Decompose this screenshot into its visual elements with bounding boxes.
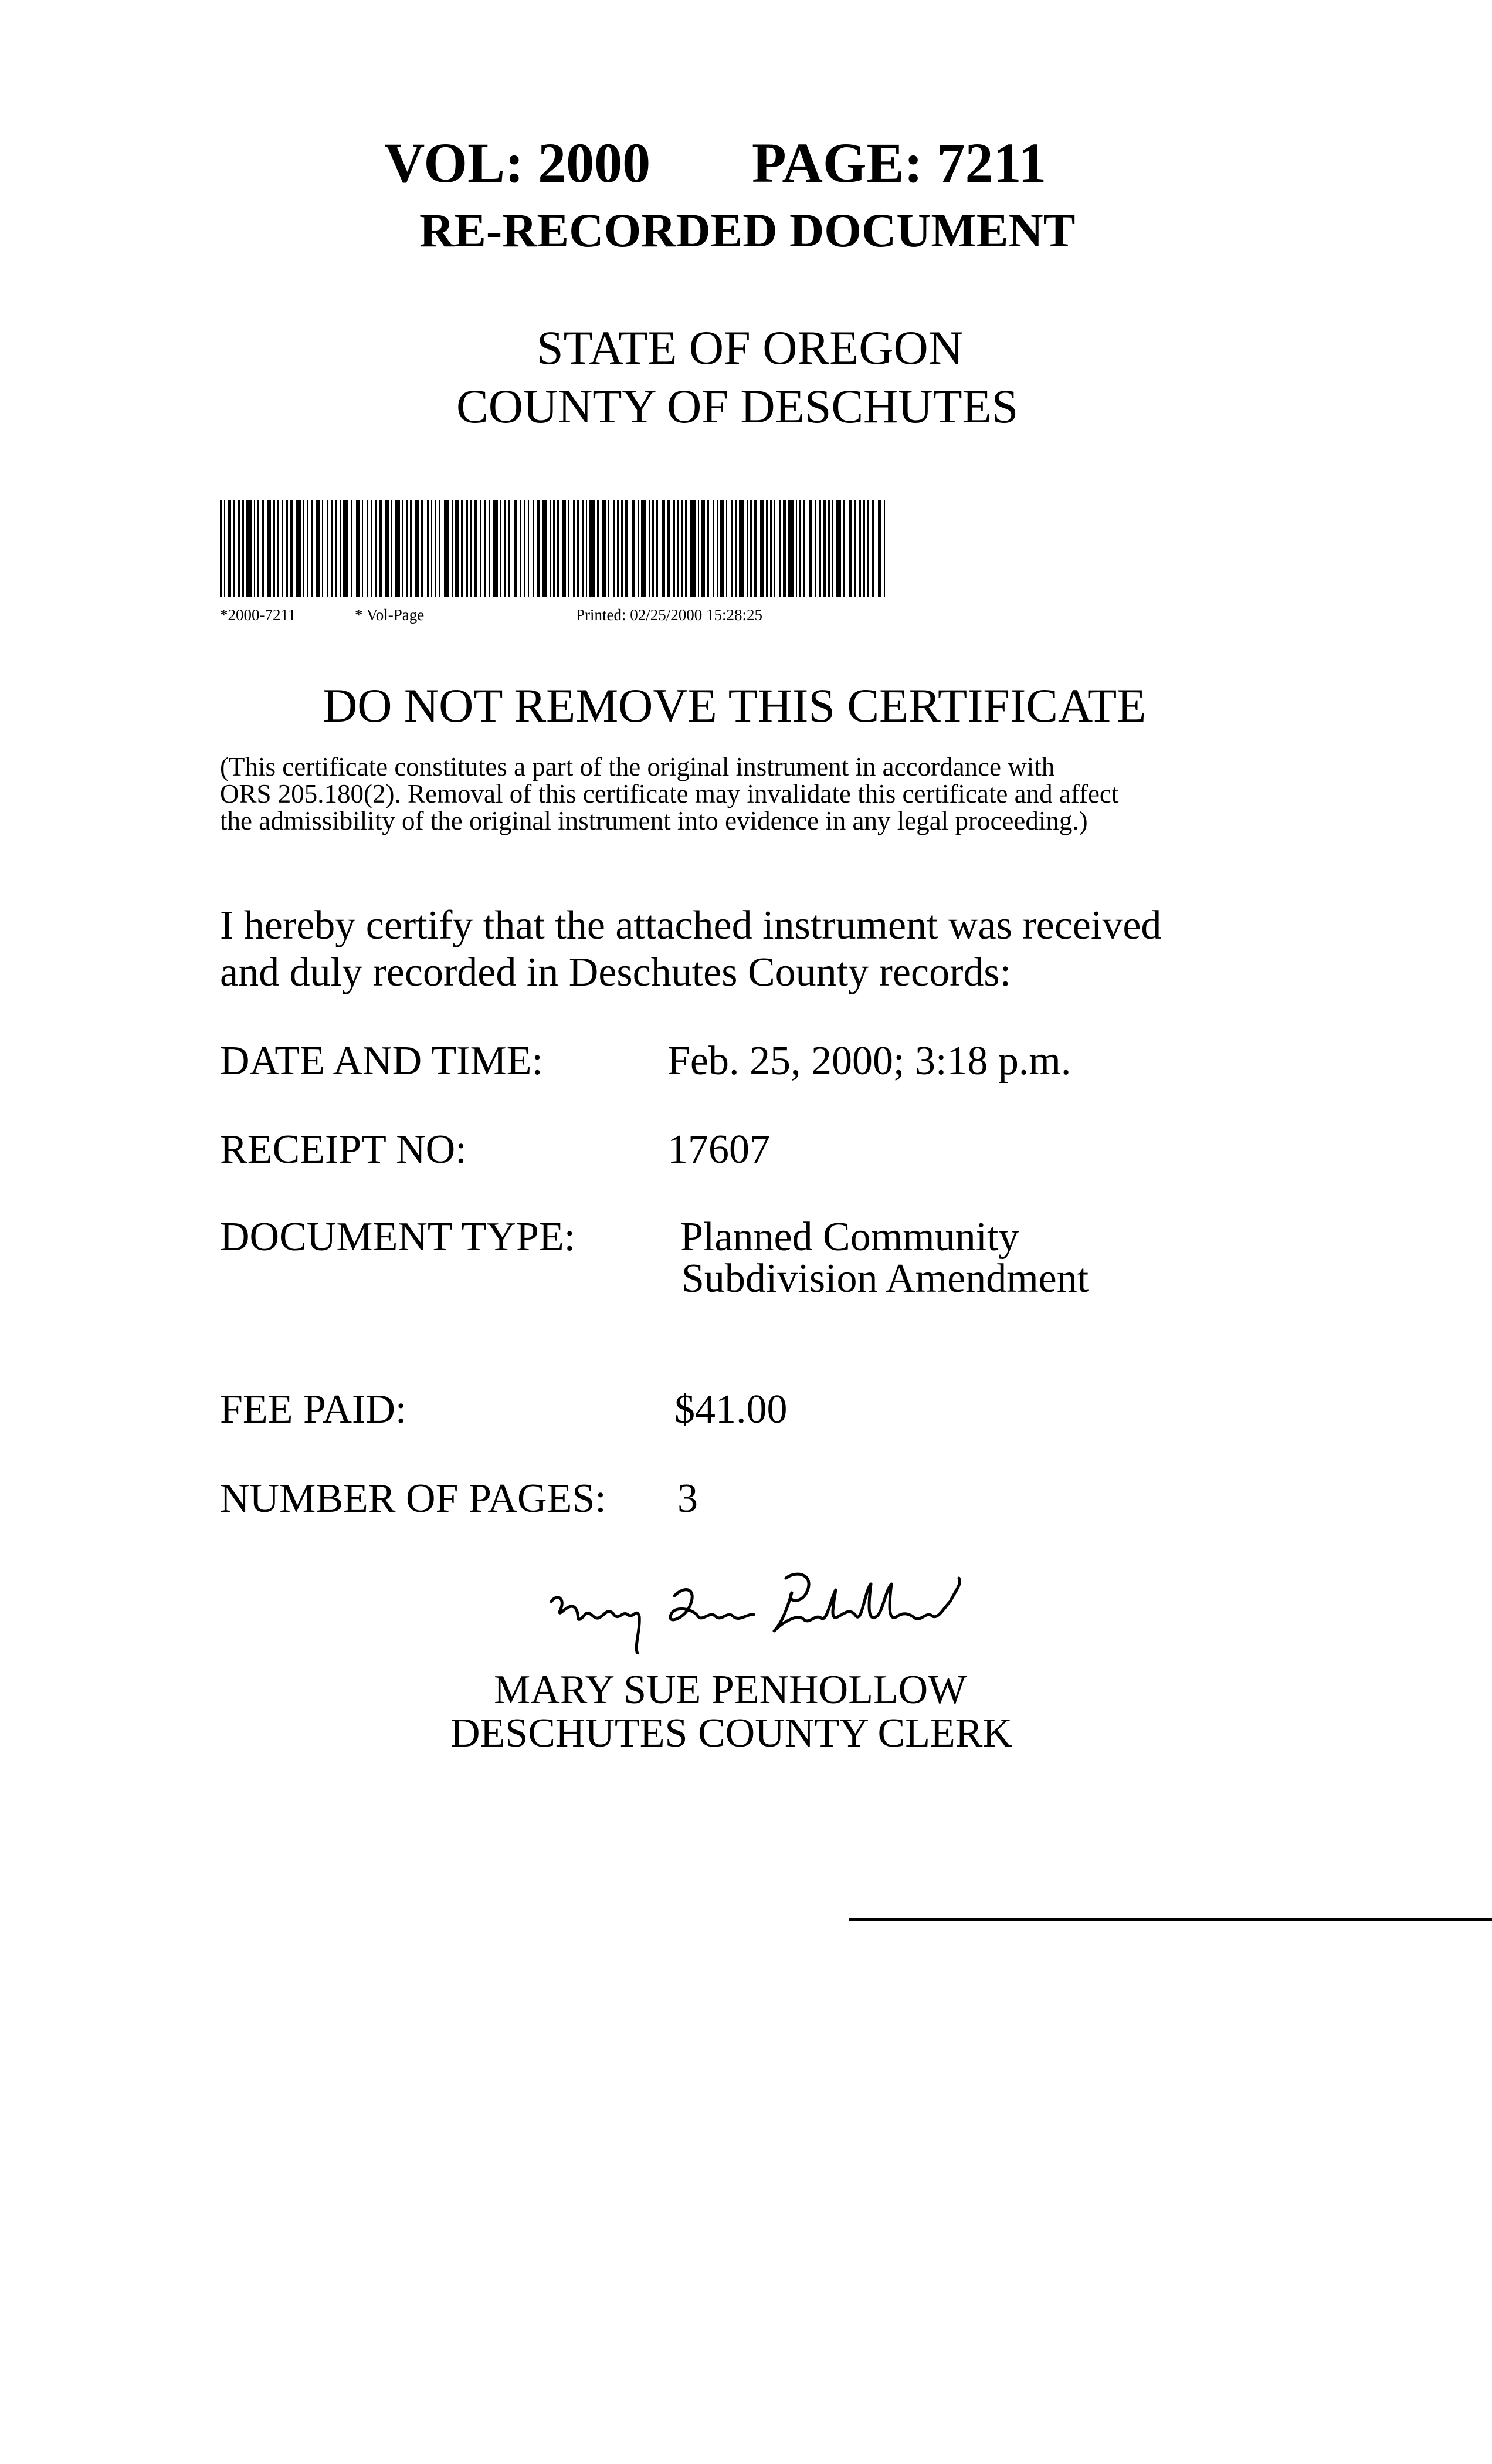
document-type-value: Planned Community [680, 1214, 1019, 1260]
certification-line: I hereby certify that the attached instrument was received [220, 903, 1162, 948]
certification-line: and duly recorded in Deschutes County records: [220, 950, 1012, 995]
horizontal-rule [849, 1918, 1492, 1921]
barcode-code: *2000-7211 [220, 606, 296, 624]
warning-note [220, 753, 1240, 834]
document-type-label: DOCUMENT TYPE: [220, 1214, 576, 1260]
handwritten-signature [540, 1566, 1003, 1654]
warning-line: (This certificate constitutes a part of the original instrument in accordance with [220, 752, 1055, 781]
printed-timestamp: Printed: 02/25/2000 15:28:25 [576, 606, 763, 624]
barcode-type: * Vol-Page [355, 606, 425, 624]
clerk-name: MARY SUE PENHOLLOW [494, 1667, 967, 1712]
fee-label: FEE PAID: [220, 1387, 407, 1432]
pages-value: 3 [677, 1476, 698, 1521]
county-name: COUNTY OF DESCHUTES [456, 380, 1019, 433]
receipt-label: RECEIPT NO: [220, 1127, 467, 1172]
certification-statement [220, 902, 1161, 996]
clerk-title: DESCHUTES COUNTY CLERK [450, 1711, 1012, 1756]
date-value: Feb. 25, 2000; 3:18 p.m. [667, 1038, 1071, 1084]
barcode [220, 500, 891, 597]
document-type-value-2: Subdivision Amendment [681, 1256, 1089, 1301]
receipt-value: 17607 [667, 1127, 770, 1172]
state-name: STATE OF OREGON [537, 321, 963, 374]
warning-heading: DO NOT REMOVE THIS CERTIFICATE [323, 679, 1147, 732]
pages-label: NUMBER OF PAGES: [220, 1476, 606, 1521]
date-label: DATE AND TIME: [220, 1038, 543, 1084]
page-number: PAGE: 7211 [752, 131, 1047, 194]
document-subtitle: RE-RECORDED DOCUMENT [419, 204, 1076, 257]
volume-number: VOL: 2000 [384, 131, 651, 194]
fee-value: $41.00 [674, 1387, 788, 1432]
warning-line: ORS 205.180(2). Removal of this certificate may invalidate this certificate and affect [220, 779, 1119, 808]
warning-line: the admissibility of the original instrument into evidence in any legal proceeding.) [220, 806, 1088, 835]
